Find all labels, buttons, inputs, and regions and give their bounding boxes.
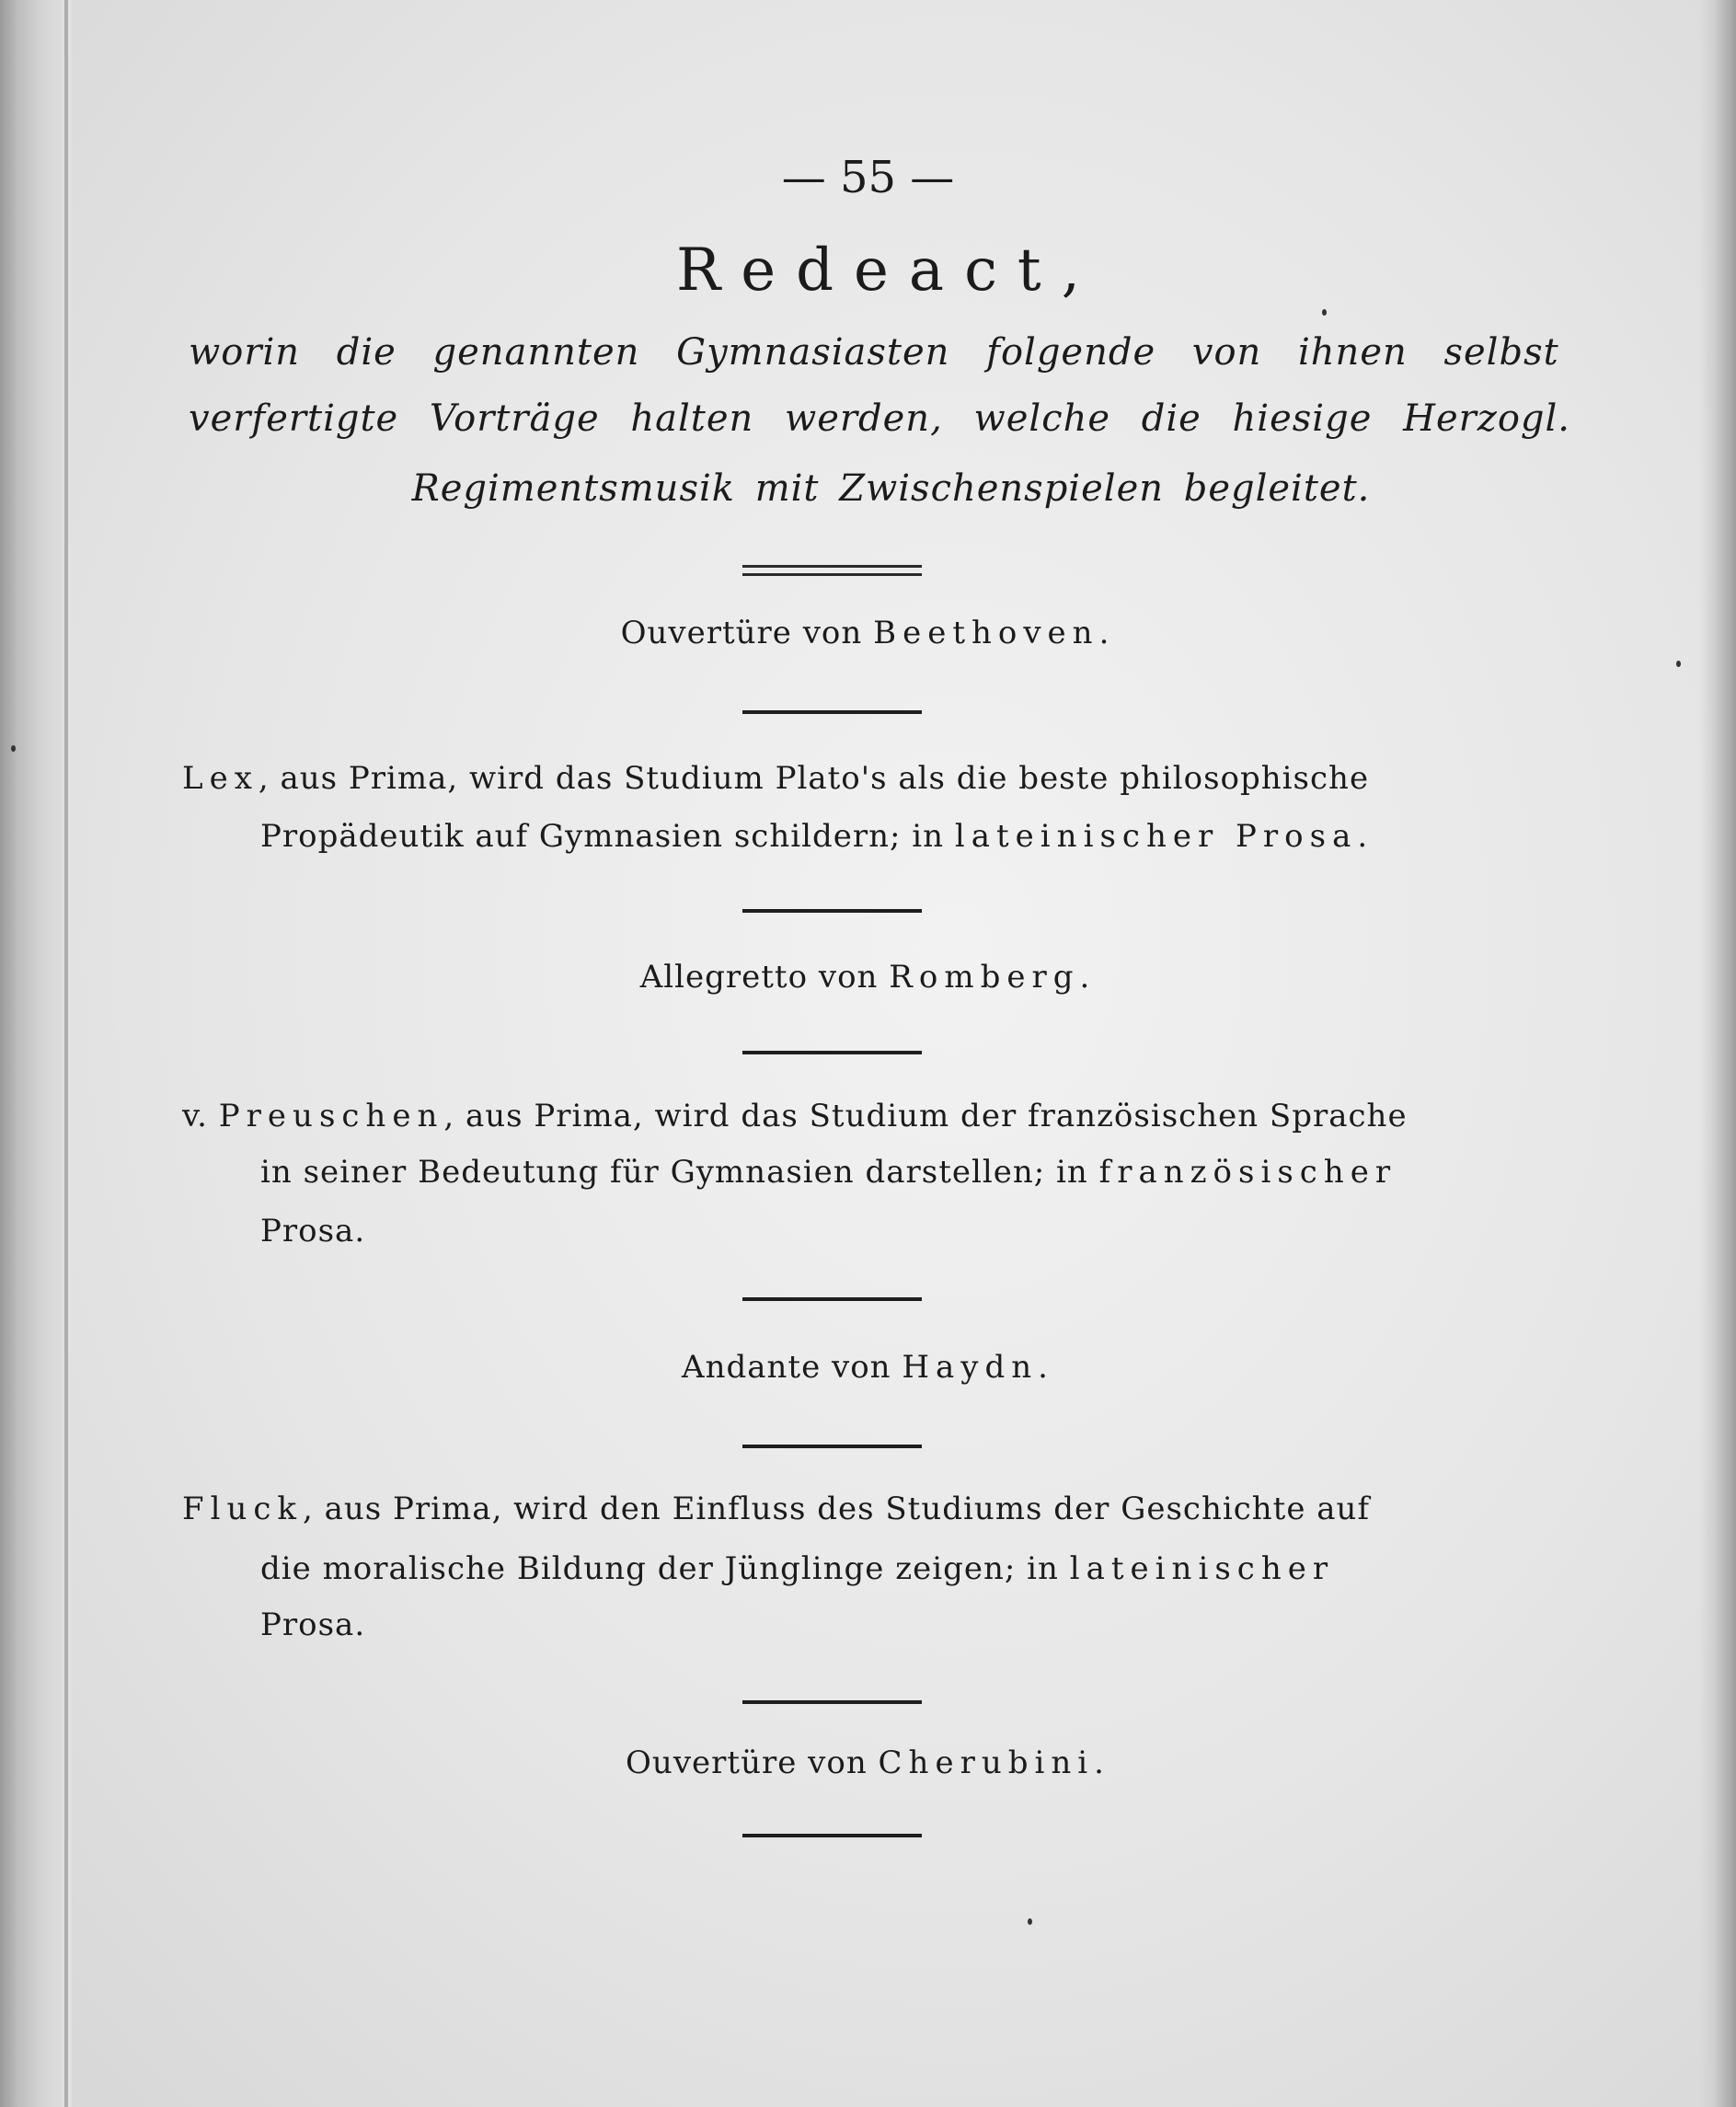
speech-3-line-1 [182,1491,1370,1527]
page-binding [0,0,72,2107]
speech-2-line-3: Prosa. [260,1213,366,1249]
speech-1-language: lateinischer Prosa. [954,818,1374,855]
speech-3-line-3: Prosa. [260,1606,366,1643]
subtitle-line-3: Regimentsmusik mit Zwischenspielen begleitet. [411,467,1371,510]
rule-3 [742,1051,922,1054]
ink-speck [1676,661,1681,667]
page-title: Redeact, [676,236,1100,305]
music-1-composer: Beethoven. [873,615,1116,651]
ink-speck [11,745,16,752]
music-item-1 [0,615,1736,651]
page-edge [1699,0,1736,2107]
double-rule [742,565,922,576]
music-4-prefix: Ouvertüre von [626,1744,879,1781]
speech-2-line-2-text: in seiner Bedeutung für Gymnasien darstellen; in [260,1154,1099,1191]
music-item-2 [0,959,1736,996]
rule-2 [742,909,922,913]
speech-3-language: lateinischer [1069,1550,1335,1587]
rule-4 [742,1297,922,1301]
speech-2-line-1 [182,1098,1408,1134]
music-2-composer: Romberg. [889,959,1097,996]
speech-2-line-1-text: , aus Prima, wird das Studium der französischen Sprache [443,1098,1408,1134]
rule-7 [742,1834,922,1837]
speech-1-line-1 [182,760,1369,797]
speech-1-name: Lex [182,760,259,797]
music-2-prefix: Allegretto von [639,959,890,996]
speech-3-line-2-text: die moralische Bildung der Jünglinge zeigen; in [260,1550,1070,1587]
speech-3-line-1-text: , aus Prima, wird den Einfluss des Studiums der Geschichte auf [303,1491,1371,1527]
speech-1-line-2 [260,818,1374,855]
music-3-prefix: Andante von [682,1349,902,1386]
speech-2-prefix: v. [182,1098,219,1134]
rule-1 [742,710,922,714]
speech-3-name: Fluck [182,1491,304,1527]
page-fold [64,0,68,2107]
music-3-composer: Haydn. [902,1349,1054,1386]
speech-2-language: französischer [1098,1154,1397,1191]
ink-speck [1322,309,1327,316]
page-number: — 55 — [781,152,955,203]
speech-1-line-2-text: Propädeutik auf Gymnasien schildern; in [260,818,955,855]
rule-6 [742,1700,922,1704]
speech-2-line-2 [260,1154,1397,1191]
subtitle-line-2: verfertigte Vorträge halten werden, welche die hiesige Herzogl. [189,397,1571,440]
music-item-4 [0,1744,1736,1781]
ink-speck [1028,1918,1032,1925]
speech-2-name: Preuschen [218,1098,444,1134]
music-1-prefix: Ouvertüre von [620,615,874,651]
subtitle-line-1: worin die genannten Gymnasiasten folgende von ihnen selbst [189,331,1559,374]
music-item-3 [0,1349,1736,1386]
speech-1-line-1-text: , aus Prima, wird das Studium Plato's als die beste philosophische [258,760,1370,797]
speech-3-line-2 [260,1550,1334,1587]
music-4-composer: Cherubini. [878,1744,1110,1781]
rule-5 [742,1445,922,1448]
